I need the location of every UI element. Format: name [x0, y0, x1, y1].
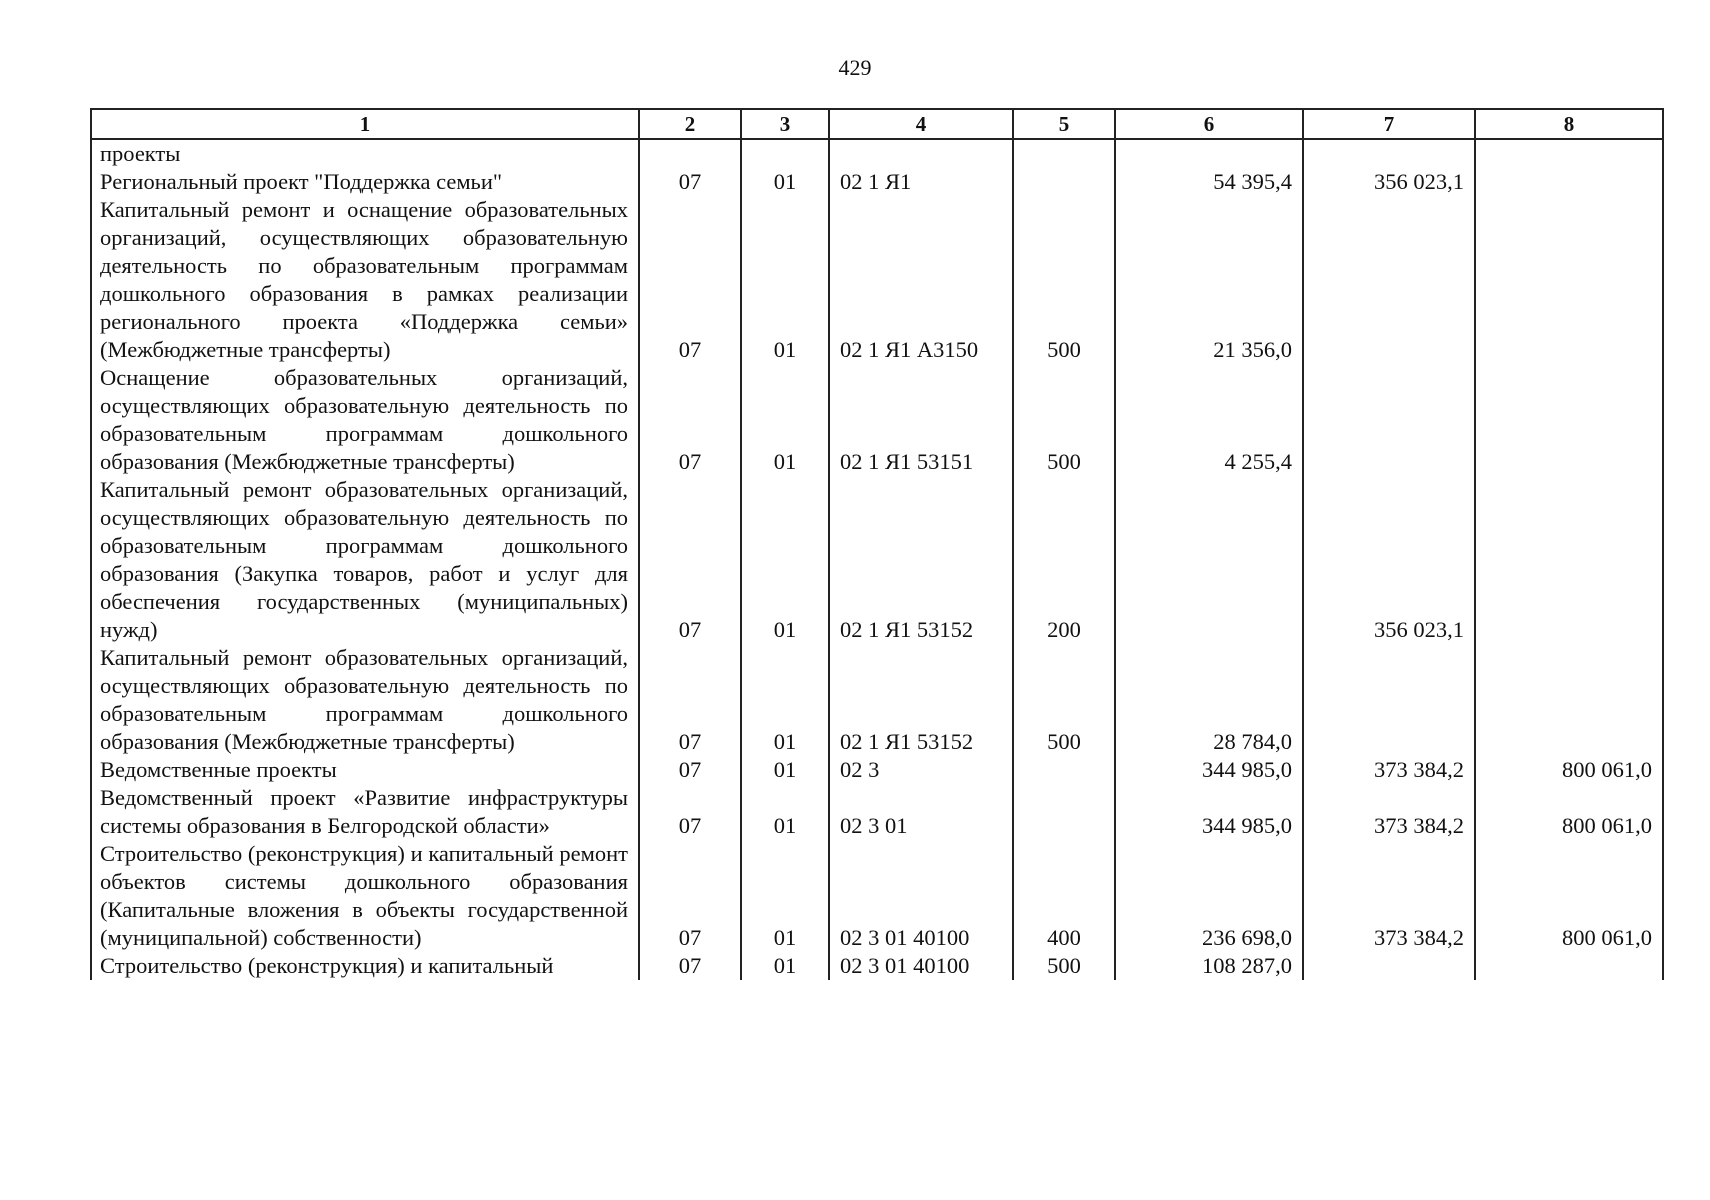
cell-expense-type: 500 [1013, 364, 1115, 476]
page-number: 429 [838, 55, 872, 80]
cell-amount-8 [1475, 364, 1663, 476]
cell-subsection: 01 [741, 840, 829, 952]
row-name: Оснащение образовательных организаций, осуществляющих образовательную деятельность по образовательным программам дошкольного образования (Межбюджетные трансферты) [91, 364, 639, 476]
cell-subsection: 01 [741, 364, 829, 476]
cell-amount-6: 21 356,0 [1115, 196, 1303, 364]
row-name: Капитальный ремонт образовательных организаций, осуществляющих образовательную деятельность по образовательным программам дошкольного образования (Закупка товаров, работ и услуг для обеспечения государственных (муниципальных) нужд) [91, 476, 639, 644]
cell-amount-7: 373 384,2 [1303, 840, 1475, 952]
cell-expense-type: 400 [1013, 840, 1115, 952]
cell-amount-7: 373 384,2 [1303, 756, 1475, 784]
table-row [91, 784, 1663, 840]
cell-section: 07 [639, 784, 741, 840]
row-name: Ведомственные проекты [91, 756, 639, 784]
cell-target-code [829, 139, 1013, 168]
row-name: Строительство (реконструкция) и капитальный ремонт объектов системы дошкольного образования (Капитальные вложения в объекты государственной (муниципальной) собственности) [91, 840, 639, 952]
cell-amount-8: 800 061,0 [1475, 756, 1663, 784]
cell-expense-type: 500 [1013, 952, 1115, 980]
cell-subsection: 01 [741, 476, 829, 644]
cell-amount-6: 54 395,4 [1115, 168, 1303, 196]
cell-expense-type: 500 [1013, 196, 1115, 364]
column-header: 2 [639, 109, 741, 139]
cell-expense-type: 200 [1013, 476, 1115, 644]
table-row [91, 952, 1663, 980]
cell-amount-6 [1115, 139, 1303, 168]
cell-amount-6: 344 985,0 [1115, 756, 1303, 784]
cell-amount-7 [1303, 644, 1475, 756]
table-header-row [91, 109, 1663, 139]
cell-section: 07 [639, 196, 741, 364]
cell-amount-6 [1115, 476, 1303, 644]
row-name: Ведомственный проект «Развитие инфраструктуры системы образования в Белгородской области» [91, 784, 639, 840]
cell-target-code: 02 3 [829, 756, 1013, 784]
cell-target-code: 02 3 01 40100 [829, 952, 1013, 980]
cell-target-code: 02 1 Я1 53151 [829, 364, 1013, 476]
table-row [91, 139, 1663, 168]
cell-subsection: 01 [741, 756, 829, 784]
cell-subsection: 01 [741, 952, 829, 980]
cell-subsection: 01 [741, 644, 829, 756]
cell-subsection: 01 [741, 168, 829, 196]
cell-amount-6: 4 255,4 [1115, 364, 1303, 476]
cell-subsection [741, 139, 829, 168]
table-row [91, 840, 1663, 952]
cell-amount-6: 28 784,0 [1115, 644, 1303, 756]
cell-section: 07 [639, 644, 741, 756]
table-row [91, 196, 1663, 364]
cell-amount-6: 108 287,0 [1115, 952, 1303, 980]
column-header: 8 [1475, 109, 1663, 139]
cell-section: 07 [639, 168, 741, 196]
table-row [91, 364, 1663, 476]
column-header: 6 [1115, 109, 1303, 139]
budget-table [90, 108, 1664, 980]
cell-amount-7 [1303, 952, 1475, 980]
cell-section: 07 [639, 840, 741, 952]
cell-amount-6: 344 985,0 [1115, 784, 1303, 840]
cell-target-code: 02 3 01 40100 [829, 840, 1013, 952]
cell-amount-8 [1475, 476, 1663, 644]
cell-target-code: 02 1 Я1 53152 [829, 644, 1013, 756]
cell-target-code: 02 3 01 [829, 784, 1013, 840]
budget-table-container [90, 108, 1662, 980]
cell-amount-7 [1303, 139, 1475, 168]
row-name: Строительство (реконструкция) и капитальный [91, 952, 639, 980]
cell-expense-type [1013, 139, 1115, 168]
column-header: 3 [741, 109, 829, 139]
cell-target-code: 02 1 Я1 [829, 168, 1013, 196]
cell-expense-type [1013, 784, 1115, 840]
cell-target-code: 02 1 Я1 А3150 [829, 196, 1013, 364]
cell-section: 07 [639, 952, 741, 980]
cell-expense-type: 500 [1013, 644, 1115, 756]
cell-amount-8 [1475, 168, 1663, 196]
table-row [91, 644, 1663, 756]
column-header: 4 [829, 109, 1013, 139]
row-name: Капитальный ремонт образовательных организаций, осуществляющих образовательную деятельность по образовательным программам дошкольного образования (Межбюджетные трансферты) [91, 644, 639, 756]
cell-amount-8 [1475, 196, 1663, 364]
cell-subsection: 01 [741, 196, 829, 364]
table-row [91, 476, 1663, 644]
row-name: проекты [91, 139, 639, 168]
cell-section [639, 139, 741, 168]
cell-amount-7: 373 384,2 [1303, 784, 1475, 840]
cell-expense-type [1013, 168, 1115, 196]
cell-section: 07 [639, 364, 741, 476]
cell-amount-8: 800 061,0 [1475, 840, 1663, 952]
column-header: 1 [91, 109, 639, 139]
cell-section: 07 [639, 756, 741, 784]
column-header: 5 [1013, 109, 1115, 139]
table-row [91, 168, 1663, 196]
cell-amount-8: 800 061,0 [1475, 784, 1663, 840]
cell-amount-7 [1303, 364, 1475, 476]
cell-subsection: 01 [741, 784, 829, 840]
cell-expense-type [1013, 756, 1115, 784]
cell-amount-6: 236 698,0 [1115, 840, 1303, 952]
cell-amount-7 [1303, 196, 1475, 364]
cell-amount-7: 356 023,1 [1303, 168, 1475, 196]
cell-amount-7: 356 023,1 [1303, 476, 1475, 644]
row-name: Капитальный ремонт и оснащение образовательных организаций, осуществляющих образовательную деятельность по образовательным программам дошкольного образования в рамках реализации регионального проекта «Поддержка семьи» (Межбюджетные трансферты) [91, 196, 639, 364]
cell-amount-8 [1475, 644, 1663, 756]
cell-section: 07 [639, 476, 741, 644]
column-header: 7 [1303, 109, 1475, 139]
cell-amount-8 [1475, 139, 1663, 168]
cell-amount-8 [1475, 952, 1663, 980]
row-name: Региональный проект "Поддержка семьи" [91, 168, 639, 196]
cell-target-code: 02 1 Я1 53152 [829, 476, 1013, 644]
table-row [91, 756, 1663, 784]
